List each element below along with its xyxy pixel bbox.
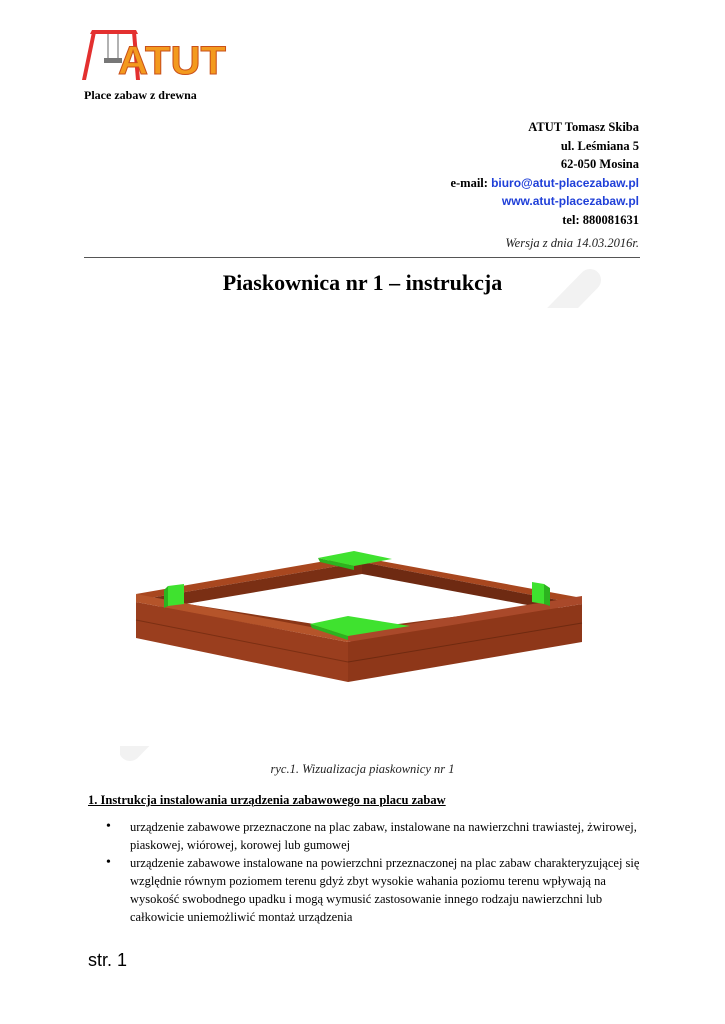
city: 62-050 Mosina <box>560 157 639 171</box>
street: ul. Leśmiana 5 <box>560 138 639 153</box>
version-date: Wersja z dnia 14.03.2016r. <box>505 236 639 250</box>
email-label: e-mail: <box>450 175 492 190</box>
list-item: • urządzenie zabawowe instalowane na powierzchni przeznaczonej na plac zabaw charakteryzującej się względnie równym poziomem terenu gdyż zbyt wysokie wahania poziomu terenu wpływają na wysokość swobodnego upadku i mogą wymusić zastosowanie innego rodzaju nawierzchni lub całkowicie uniemożliwić montaż urządzenia <box>104 854 644 926</box>
figure-caption: ryc.1. Wizualizacja piaskownicy nr 1 <box>270 762 455 776</box>
sandbox-visualization <box>92 308 638 746</box>
corner-cap-left <box>168 584 184 606</box>
page-title: Piaskownica nr 1 – instrukcja <box>222 270 503 295</box>
section-heading: 1. Instrukcja instalowania urządzenia zabawowego na placu zabaw <box>88 793 446 807</box>
atut-logo <box>78 24 230 82</box>
company-name: ATUT Tomasz Skiba <box>528 120 639 134</box>
website-link[interactable]: www.atut-placezabaw.pl <box>501 194 639 208</box>
email-line <box>450 174 639 193</box>
page-number: str. 1 <box>88 950 128 970</box>
company-address <box>450 118 639 229</box>
email-link[interactable]: biuro@atut-placezabaw.pl <box>491 175 639 190</box>
corner-cap-right <box>532 582 544 604</box>
instruction-list <box>104 818 644 926</box>
list-item: • urządzenie zabawowe przeznaczone na plac zabaw, instalowane na nawierzchni trawiastej, żwirowej, piaskowej, wiórowej, korowej lub gumowej <box>104 818 644 854</box>
logo-text: ATUT <box>118 39 226 82</box>
header-divider <box>84 257 640 258</box>
phone: tel: 880081631 <box>562 212 639 227</box>
tagline: Place zabaw z drewna <box>84 88 197 102</box>
